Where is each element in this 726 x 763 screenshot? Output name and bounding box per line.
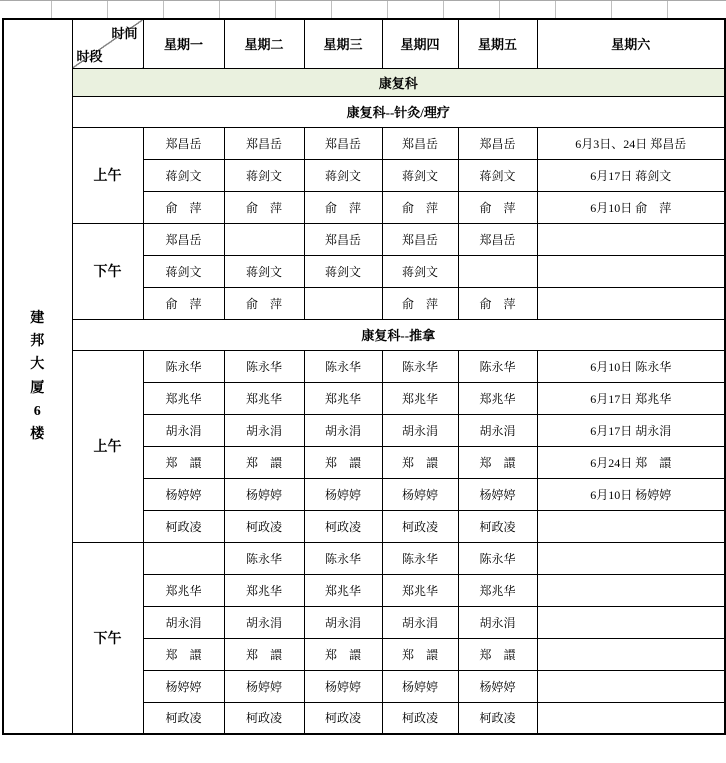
schedule-cell: 柯政凌: [224, 702, 304, 734]
schedule-cell: 郑 譞: [458, 638, 537, 670]
section-title-row: [3, 319, 725, 350]
schedule-table-body: [3, 19, 725, 734]
schedule-cell-empty: [537, 574, 725, 606]
schedule-cell: 俞 萍: [143, 191, 224, 223]
schedule-cell-empty: [537, 702, 725, 734]
schedule-cell: 郑昌岳: [458, 223, 537, 255]
header-row: [3, 19, 725, 68]
day-header-thursday: 星期四: [382, 19, 458, 68]
schedule-cell: 胡永涓: [224, 606, 304, 638]
schedule-cell: 郑兆华: [304, 382, 382, 414]
schedule-cell: 柯政凌: [382, 702, 458, 734]
schedule-cell: 蒋剑文: [304, 255, 382, 287]
schedule-cell: 郑 譞: [304, 446, 382, 478]
section-title-row: [3, 96, 725, 127]
schedule-cell: 胡永涓: [458, 414, 537, 446]
schedule-cell: 胡永涓: [224, 414, 304, 446]
schedule-cell: 蒋剑文: [458, 159, 537, 191]
schedule-cell: 郑兆华: [304, 574, 382, 606]
schedule-cell: 陈永华: [458, 542, 537, 574]
schedule-cell: 郑昌岳: [382, 223, 458, 255]
schedule-cell: 蒋剑文: [382, 159, 458, 191]
schedule-cell-empty: [304, 287, 382, 319]
building-label: 建邦大厦6楼: [30, 311, 46, 442]
corner-time-label: 时间: [111, 26, 138, 41]
schedule-cell: 陈永华: [224, 542, 304, 574]
schedule-cell: 柯政凌: [458, 510, 537, 542]
schedule-cell-empty: [224, 223, 304, 255]
schedule-cell: 郑昌岳: [304, 223, 382, 255]
schedule-cell: 胡永涓: [143, 606, 224, 638]
period-label: 下午: [72, 223, 143, 319]
schedule-cell: 杨婷婷: [382, 670, 458, 702]
schedule-cell-empty: [537, 223, 725, 255]
schedule-cell: 6月10日 俞 萍: [537, 191, 725, 223]
period-label: 上午: [72, 350, 143, 542]
schedule-cell: 郑昌岳: [143, 223, 224, 255]
schedule-cell: 俞 萍: [382, 191, 458, 223]
schedule-cell: 陈永华: [143, 350, 224, 382]
schedule-cell: 郑 譞: [224, 446, 304, 478]
schedule-cell: 郑 譞: [304, 638, 382, 670]
schedule-row: [3, 223, 725, 255]
schedule-cell: 俞 萍: [458, 287, 537, 319]
schedule-cell: 郑 譞: [143, 638, 224, 670]
schedule-cell: 蒋剑文: [224, 159, 304, 191]
schedule-cell: 柯政凌: [143, 702, 224, 734]
schedule-cell: 柯政凌: [224, 510, 304, 542]
corner-cell: [72, 19, 143, 68]
schedule-cell: 胡永涓: [382, 414, 458, 446]
schedule-cell: 陈永华: [382, 350, 458, 382]
schedule-cell: 郑兆华: [382, 574, 458, 606]
schedule-cell: 郑 譞: [458, 446, 537, 478]
schedule-cell: 俞 萍: [224, 191, 304, 223]
schedule-cell: 柯政凌: [458, 702, 537, 734]
schedule-cell: 6月17日 蒋剑文: [537, 159, 725, 191]
schedule-cell: 郑昌岳: [458, 127, 537, 159]
corner-period-label: 时段: [76, 48, 103, 64]
schedule-row: [3, 542, 725, 574]
schedule-cell: 6月17日 胡永涓: [537, 414, 725, 446]
schedule-cell: 6月10日 杨婷婷: [537, 478, 725, 510]
schedule-cell-empty: [537, 287, 725, 319]
schedule-cell: 陈永华: [224, 350, 304, 382]
schedule-cell: 俞 萍: [458, 191, 537, 223]
schedule-cell: 郑昌岳: [304, 127, 382, 159]
schedule-cell-empty: [143, 542, 224, 574]
schedule-cell: 6月3日、24日 郑昌岳: [537, 127, 725, 159]
day-header-monday: 星期一: [143, 19, 224, 68]
schedule-cell: 柯政凌: [304, 702, 382, 734]
day-header-tuesday: 星期二: [224, 19, 304, 68]
schedule-row: [3, 350, 725, 382]
schedule-cell: 郑兆华: [458, 382, 537, 414]
schedule-cell: 俞 萍: [304, 191, 382, 223]
schedule-cell: 郑 譞: [143, 446, 224, 478]
schedule-cell: 陈永华: [458, 350, 537, 382]
schedule-cell: 杨婷婷: [143, 670, 224, 702]
schedule-cell-empty: [537, 510, 725, 542]
schedule-cell: 蒋剑文: [304, 159, 382, 191]
schedule-cell: 郑兆华: [458, 574, 537, 606]
schedule-cell: 郑兆华: [143, 574, 224, 606]
period-label: 上午: [72, 127, 143, 223]
schedule-cell: 郑昌岳: [143, 127, 224, 159]
schedule-cell: 6月24日 郑 譞: [537, 446, 725, 478]
schedule-cell-empty: [537, 670, 725, 702]
section-title-row: [3, 68, 725, 96]
schedule-cell-empty: [537, 542, 725, 574]
schedule-cell: 胡永涓: [304, 606, 382, 638]
day-header-saturday: 星期六: [537, 19, 725, 68]
schedule-cell: 郑兆华: [224, 574, 304, 606]
schedule-cell: 郑兆华: [143, 382, 224, 414]
schedule-cell-empty: [537, 606, 725, 638]
schedule-cell: 蒋剑文: [382, 255, 458, 287]
schedule-cell: 郑 譞: [382, 638, 458, 670]
schedule-cell: 郑 譞: [382, 446, 458, 478]
schedule-cell: 郑兆华: [382, 382, 458, 414]
schedule-cell: 6月10日 陈永华: [537, 350, 725, 382]
schedule-cell: 胡永涓: [143, 414, 224, 446]
schedule-cell: 杨婷婷: [143, 478, 224, 510]
schedule-table: [2, 18, 726, 735]
schedule-cell: 杨婷婷: [304, 478, 382, 510]
schedule-cell: 郑 譞: [224, 638, 304, 670]
schedule-cell: 杨婷婷: [458, 670, 537, 702]
schedule-cell: 胡永涓: [304, 414, 382, 446]
building-cell: [3, 19, 72, 734]
schedule-cell: 郑昌岳: [382, 127, 458, 159]
day-header-friday: 星期五: [458, 19, 537, 68]
schedule-cell: 郑昌岳: [224, 127, 304, 159]
period-label: 下午: [72, 542, 143, 734]
schedule-cell: 杨婷婷: [382, 478, 458, 510]
excel-gridline-strip: [0, 0, 726, 19]
schedule-cell-empty: [458, 255, 537, 287]
schedule-row: [3, 127, 725, 159]
section-title-0: 康复科: [72, 68, 725, 96]
schedule-cell: 胡永涓: [458, 606, 537, 638]
schedule-cell: 杨婷婷: [224, 478, 304, 510]
schedule-cell: 陈永华: [304, 542, 382, 574]
schedule-cell: 杨婷婷: [458, 478, 537, 510]
schedule-cell-empty: [537, 255, 725, 287]
schedule-cell: 柯政凌: [304, 510, 382, 542]
day-header-wednesday: 星期三: [304, 19, 382, 68]
schedule-cell: 杨婷婷: [224, 670, 304, 702]
schedule-cell: 俞 萍: [224, 287, 304, 319]
schedule-cell: 蒋剑文: [143, 255, 224, 287]
schedule-cell: 俞 萍: [143, 287, 224, 319]
schedule-cell: 柯政凌: [382, 510, 458, 542]
schedule-cell: 6月17日 郑兆华: [537, 382, 725, 414]
schedule-cell: 杨婷婷: [304, 670, 382, 702]
schedule-cell: 胡永涓: [382, 606, 458, 638]
schedule-cell: 郑兆华: [224, 382, 304, 414]
section-title-1: 康复科--针灸/理疗: [72, 96, 725, 127]
schedule-cell: 陈永华: [304, 350, 382, 382]
schedule-cell: 柯政凌: [143, 510, 224, 542]
schedule-cell-empty: [537, 638, 725, 670]
schedule-cell: 陈永华: [382, 542, 458, 574]
schedule-cell: 俞 萍: [382, 287, 458, 319]
schedule-cell: 蒋剑文: [224, 255, 304, 287]
schedule-cell: 蒋剑文: [143, 159, 224, 191]
section-title-2: 康复科--推拿: [72, 319, 725, 350]
